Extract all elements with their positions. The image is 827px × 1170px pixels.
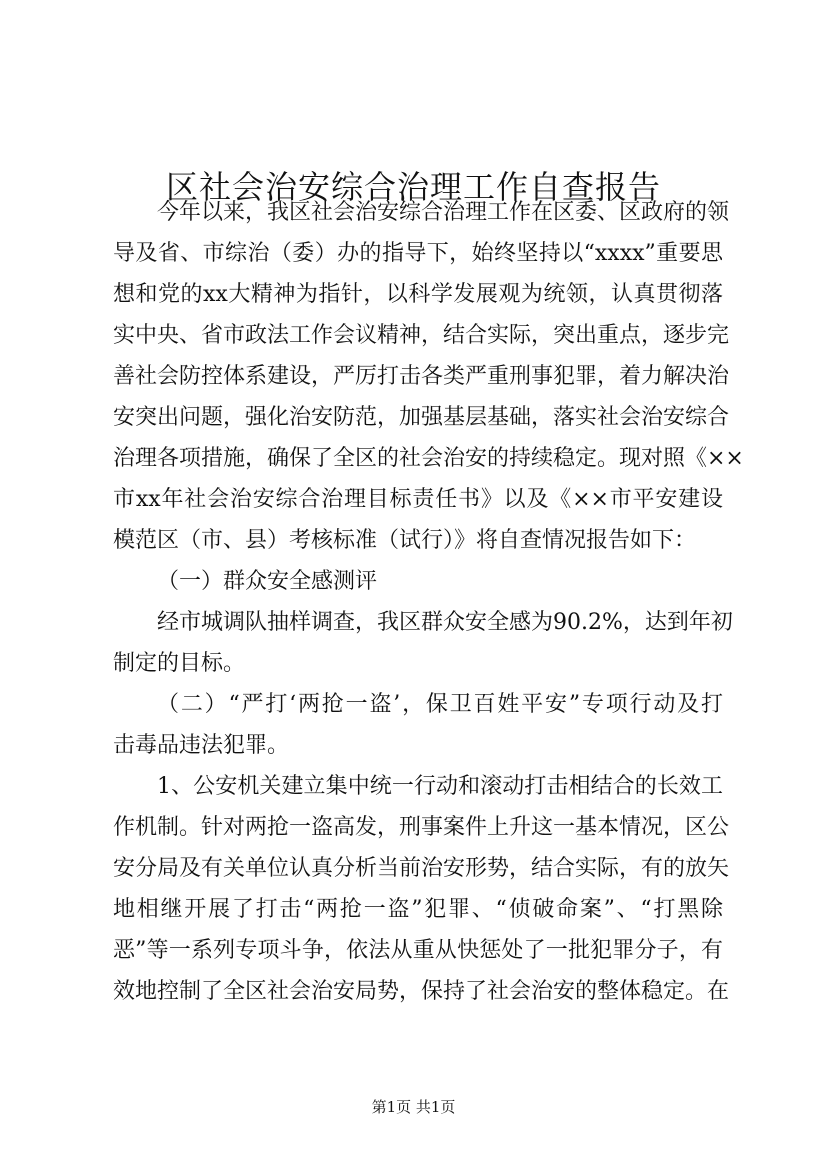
page-footer: 第1页 共1页 bbox=[371, 1098, 456, 1116]
text-line: 想和党的xx大精神为指针，以科学发展观为统领，认真贯彻落 bbox=[113, 282, 723, 307]
text-line: 制定的目标。 bbox=[113, 651, 246, 676]
text-line: 经市城调队抽样调查，我区群众安全感为90.2%，达到年初 bbox=[157, 610, 733, 635]
paragraph bbox=[113, 561, 723, 602]
text-line: 导及省、市综治（委）办的指导下，始终坚持以“xxxx”重要思 bbox=[113, 241, 723, 266]
text-line: 市xx年社会治安综合治理目标责任书》以及《××市平安建设 bbox=[113, 487, 723, 512]
text-line: 1、公安机关建立集中统一行动和滚动打击相结合的长效工 bbox=[157, 774, 723, 799]
text-line: 善社会防控体系建设，严厉打击各类严重刑事犯罪，着力解决治 bbox=[113, 364, 730, 389]
text-line: 实中央、省市政法工作会议精神，结合实际，突出重点，逐步完 bbox=[113, 323, 730, 348]
text-line: （一）群众安全感测评 bbox=[157, 569, 378, 594]
text-line: 今年以来，我区社会治安综合治理工作在区委、区政府的领 bbox=[157, 200, 730, 225]
text-line: 安突出问题，强化治安防范，加强基层基础，落实社会治安综合 bbox=[113, 405, 730, 430]
paragraph bbox=[113, 684, 723, 766]
text-line: 效地控制了全区社会治安局势，保持了社会治安的整体稳定。在 bbox=[113, 979, 730, 1004]
paragraph bbox=[113, 602, 733, 684]
paragraph bbox=[113, 766, 730, 1012]
document-title: 区社会治安综合治理工作自查报告 bbox=[165, 168, 661, 207]
text-line: 治理各项措施，确保了全区的社会治安的持续稳定。现对照《×× bbox=[113, 446, 744, 471]
text-line: （二）“严打‘两抢一盗’，保卫百姓平安”专项行动及打 bbox=[157, 692, 723, 717]
document-body bbox=[113, 192, 744, 1012]
text-line: 安分局及有关单位认真分析当前治安形势，结合实际，有的放矢 bbox=[113, 856, 730, 881]
text-line: 作机制。针对两抢一盗高发，刑事案件上升这一基本情况，区公 bbox=[113, 815, 730, 840]
text-line: 恶”等一系列专项斗争，依法从重从快惩处了一批犯罪分子，有 bbox=[113, 938, 723, 963]
text-line: 模范区（市、县）考核标准（试行）》将自查情况报告如下： bbox=[113, 528, 697, 553]
text-line: 击毒品违法犯罪。 bbox=[113, 733, 290, 758]
paragraph bbox=[113, 192, 744, 561]
text-line: 地相继开展了打击“两抢一盗”犯罪、“侦破命案”、“打黑除 bbox=[113, 897, 723, 922]
